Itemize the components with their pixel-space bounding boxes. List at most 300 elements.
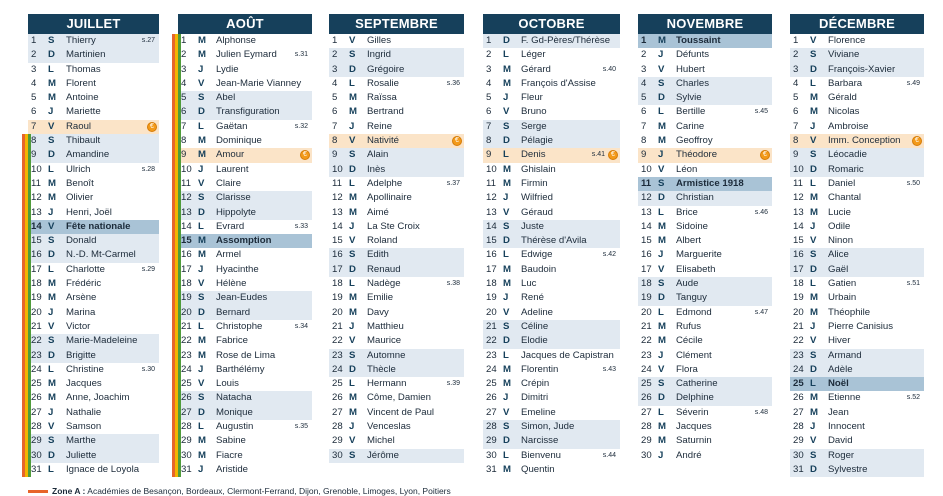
day-number: 27 <box>793 406 804 418</box>
saint-name: David <box>828 435 853 447</box>
day-row <box>790 191 924 205</box>
weekday-letter: L <box>349 177 355 189</box>
saint-name: Raïssa <box>367 92 397 104</box>
saint-name: Davy <box>367 306 389 318</box>
day-number: 5 <box>486 92 492 104</box>
day-row <box>790 77 924 91</box>
weekday-letter: J <box>503 292 509 304</box>
saint-name: Michel <box>367 435 395 447</box>
saint-name: Marie-Madeleine <box>66 335 138 347</box>
saint-name: Monique <box>216 406 253 418</box>
day-number: 13 <box>332 206 343 218</box>
weekday-letter: S <box>503 220 510 232</box>
day-row <box>28 263 159 277</box>
day-row <box>790 363 924 377</box>
weekday-letter: M <box>48 77 56 89</box>
week-number: s.27 <box>141 37 155 44</box>
day-number: 10 <box>486 163 497 175</box>
day-row <box>28 334 159 348</box>
day-row <box>483 277 620 291</box>
day-row <box>483 449 620 463</box>
day-number: 24 <box>641 363 652 375</box>
day-row <box>28 134 159 148</box>
weekday-letter: L <box>48 263 54 275</box>
day-number: 2 <box>181 49 187 61</box>
saint-name: Juste <box>521 220 544 232</box>
day-number: 23 <box>181 349 192 361</box>
day-row <box>28 248 159 262</box>
weekday-letter: S <box>810 49 817 61</box>
weekday-letter: J <box>48 106 54 118</box>
day-row <box>178 349 312 363</box>
day-row <box>178 191 312 205</box>
day-row <box>329 277 464 291</box>
week-number: s.34 <box>294 322 308 330</box>
day-row <box>638 420 772 434</box>
day-row <box>178 306 312 320</box>
saint-name: Séverin <box>676 406 709 418</box>
weekday-letter: J <box>503 92 509 104</box>
day-number: 2 <box>793 49 799 61</box>
weekday-letter: M <box>349 292 357 304</box>
weekday-letter: D <box>48 49 55 61</box>
weekday-letter: V <box>503 306 510 318</box>
day-number: 23 <box>641 349 652 361</box>
zone-a-text: Académies de Besançon, Bordeaux, Clermont-Ferrand, Dijon, Grenoble, Limoges, Lyon, Poitiers <box>87 486 451 496</box>
day-row <box>483 234 620 248</box>
day-row <box>178 420 312 434</box>
weekday-letter: D <box>503 35 510 46</box>
saint-name: Brice <box>676 206 698 218</box>
day-row <box>483 48 620 62</box>
day-number: 18 <box>181 278 192 290</box>
day-row <box>329 134 464 148</box>
saint-name: Jean-Eudes <box>216 292 268 304</box>
weekday-letter: V <box>349 435 356 447</box>
day-row <box>483 363 620 377</box>
day-row <box>790 291 924 305</box>
month-3 <box>483 14 620 477</box>
day-row <box>483 206 620 220</box>
weekday-letter: L <box>503 449 509 461</box>
day-number: 12 <box>332 192 343 204</box>
weekday-letter: J <box>198 363 204 375</box>
weekday-letter: V <box>810 135 817 147</box>
weekday-letter: J <box>810 220 816 232</box>
day-number: 6 <box>31 106 37 118</box>
day-row <box>28 34 159 48</box>
weekday-letter: D <box>658 92 665 104</box>
saint-name: Florent <box>66 77 96 89</box>
weekday-letter: M <box>658 220 666 232</box>
day-row <box>28 91 159 105</box>
day-number: 5 <box>332 92 338 104</box>
weekday-letter: M <box>503 163 511 175</box>
saint-name: Viviane <box>828 49 860 61</box>
saint-name: Adèle <box>828 363 853 375</box>
saint-name: Clément <box>676 349 712 361</box>
day-number: 6 <box>486 106 492 118</box>
day-number: 26 <box>332 392 343 404</box>
day-row <box>638 291 772 305</box>
weekday-letter: S <box>349 149 356 161</box>
weekday-letter: J <box>48 306 54 318</box>
saint-name: Maurice <box>367 335 402 347</box>
saint-name: Renaud <box>367 263 401 275</box>
saint-name: Inès <box>367 163 386 175</box>
day-number: 2 <box>486 49 492 61</box>
day-number: 29 <box>793 435 804 447</box>
day-row <box>28 77 159 91</box>
saint-name: Laurent <box>216 163 249 175</box>
day-row <box>28 420 159 434</box>
weekday-letter: S <box>349 349 356 361</box>
day-number: 1 <box>181 35 187 46</box>
weekday-letter: M <box>658 435 666 447</box>
day-number: 30 <box>31 449 42 461</box>
day-number: 25 <box>486 378 497 390</box>
saint-name: Armel <box>216 249 242 261</box>
day-number: 13 <box>486 206 497 218</box>
day-row <box>638 91 772 105</box>
saint-name: Edmond <box>676 306 712 318</box>
weekday-letter: M <box>810 206 818 218</box>
saint-name: Quentin <box>521 463 555 475</box>
day-row <box>790 334 924 348</box>
day-number: 4 <box>181 77 187 89</box>
day-number: 23 <box>793 349 804 361</box>
saint-name: Assomption <box>216 235 272 247</box>
day-number: 25 <box>332 378 343 390</box>
day-row <box>638 120 772 134</box>
saint-name: Hubert <box>676 63 705 75</box>
month-header: OCTOBRE <box>483 14 620 34</box>
day-row <box>483 420 620 434</box>
day-number: 30 <box>486 449 497 461</box>
weekday-letter: D <box>349 363 356 375</box>
saint-name: Gilles <box>367 35 391 46</box>
saint-name: Théodore <box>676 149 718 161</box>
day-number: 31 <box>793 463 804 475</box>
day-row <box>638 377 772 391</box>
saint-name: Hélène <box>216 278 247 290</box>
day-number: 21 <box>641 320 652 332</box>
saint-name: Catherine <box>676 378 718 390</box>
saint-name: François-Xavier <box>828 63 896 75</box>
day-number: 15 <box>31 235 42 247</box>
saint-name: Brigitte <box>66 349 96 361</box>
saint-name: Carine <box>676 120 705 132</box>
day-number: 20 <box>641 306 652 318</box>
weekday-letter: L <box>658 206 664 218</box>
day-row <box>638 434 772 448</box>
weekday-letter: L <box>658 406 664 418</box>
saint-name: Aimé <box>367 206 389 218</box>
saint-name: Thierry <box>66 35 96 46</box>
day-number: 7 <box>641 120 647 132</box>
day-number: 16 <box>31 249 42 261</box>
day-row <box>178 334 312 348</box>
weekday-letter: S <box>198 292 205 304</box>
saint-name: Apollinaire <box>367 192 412 204</box>
weekday-letter: D <box>503 235 510 247</box>
day-row <box>28 349 159 363</box>
day-row <box>790 163 924 177</box>
weekday-letter: J <box>48 206 54 218</box>
weekday-letter: S <box>503 120 510 132</box>
day-number: 14 <box>332 220 343 232</box>
weekday-letter: M <box>658 335 666 347</box>
day-row <box>638 449 772 463</box>
weekday-letter: S <box>658 177 665 189</box>
saint-name: La Ste Croix <box>367 220 420 232</box>
weekday-letter: J <box>503 192 509 204</box>
saint-name: Hyacinthe <box>216 263 259 275</box>
day-row <box>178 163 312 177</box>
saint-name: Fleur <box>521 92 543 104</box>
saint-name: Nicolas <box>828 106 860 118</box>
day-row <box>329 306 464 320</box>
day-row <box>638 105 772 119</box>
day-number: 27 <box>332 406 343 418</box>
day-row <box>28 206 159 220</box>
day-number: 12 <box>793 192 804 204</box>
weekday-letter: V <box>198 177 205 189</box>
day-number: 9 <box>181 149 187 161</box>
day-row <box>790 234 924 248</box>
weekday-letter: V <box>349 35 356 46</box>
saint-name: Emeline <box>521 406 556 418</box>
day-number: 13 <box>31 206 42 218</box>
day-row <box>638 220 772 234</box>
weekday-letter: S <box>503 421 510 433</box>
day-row <box>28 48 159 62</box>
day-number: 30 <box>641 449 652 461</box>
weekday-letter: M <box>349 306 357 318</box>
saint-name: Roland <box>367 235 398 247</box>
day-number: 22 <box>486 335 497 347</box>
saint-name: Raoul <box>66 120 92 132</box>
day-number: 16 <box>181 249 192 261</box>
day-number: 20 <box>793 306 804 318</box>
day-number: 26 <box>793 392 804 404</box>
day-row <box>178 120 312 134</box>
weekday-letter: D <box>48 149 55 161</box>
day-row <box>483 377 620 391</box>
day-row <box>483 91 620 105</box>
day-row <box>790 434 924 448</box>
weekday-letter: D <box>810 263 817 275</box>
saint-name: Denis <box>521 149 546 161</box>
saint-name: Frédéric <box>66 278 102 290</box>
day-number: 2 <box>332 49 338 61</box>
weekday-letter: J <box>658 349 664 361</box>
day-row <box>638 406 772 420</box>
saint-name: Chantal <box>828 192 862 204</box>
day-row <box>28 377 159 391</box>
weekday-letter: J <box>48 406 54 418</box>
weekday-letter: L <box>198 421 204 433</box>
saint-name: Julien Eymard <box>216 49 277 61</box>
weekday-letter: M <box>349 406 357 418</box>
day-row <box>28 277 159 291</box>
weekday-letter: D <box>198 206 205 218</box>
day-row <box>329 377 464 391</box>
weekday-letter: M <box>198 335 206 347</box>
day-number: 24 <box>486 363 497 375</box>
day-number: 4 <box>31 77 37 89</box>
weekday-letter: D <box>658 392 665 404</box>
day-row <box>638 391 772 405</box>
week-number: s.50 <box>906 179 920 187</box>
day-number: 15 <box>486 235 497 247</box>
saint-name: Delphine <box>676 392 714 404</box>
day-row <box>28 434 159 448</box>
day-row <box>790 63 924 77</box>
day-number: 31 <box>486 463 497 475</box>
saint-name: Louis <box>216 378 239 390</box>
day-number: 14 <box>181 220 192 232</box>
day-number: 14 <box>641 220 652 232</box>
day-row <box>638 234 772 248</box>
weekday-letter: L <box>503 349 509 361</box>
saint-name: Baudoin <box>521 263 557 275</box>
day-row <box>329 406 464 420</box>
week-number: s.43 <box>602 365 616 373</box>
day-number: 28 <box>641 421 652 433</box>
day-row <box>790 420 924 434</box>
weekday-letter: L <box>810 378 816 390</box>
weekday-letter: M <box>503 363 511 375</box>
day-row <box>329 320 464 334</box>
day-number: 2 <box>31 49 37 61</box>
week-number: s.35 <box>294 423 308 431</box>
day-number: 4 <box>486 77 492 89</box>
day-number: 11 <box>332 177 342 189</box>
day-number: 27 <box>486 406 497 418</box>
day-number: 23 <box>31 349 42 361</box>
weekday-letter: V <box>48 220 55 232</box>
week-number: s.45 <box>754 108 768 116</box>
day-row <box>28 177 159 191</box>
weekday-letter: M <box>810 92 818 104</box>
day-row <box>178 177 312 191</box>
saint-name: Augustin <box>216 421 254 433</box>
saint-name: Thècle <box>367 363 396 375</box>
weekday-letter: S <box>48 235 55 247</box>
saint-name: Edwige <box>521 249 553 261</box>
weekday-letter: L <box>198 120 204 132</box>
day-number: 25 <box>181 378 192 390</box>
day-row <box>178 406 312 420</box>
weekday-letter: J <box>810 320 816 332</box>
weekday-letter: M <box>658 120 666 132</box>
weekday-letter: V <box>503 206 510 218</box>
day-row <box>178 34 312 48</box>
day-row <box>28 220 159 234</box>
weekday-letter: L <box>198 220 204 232</box>
weekday-letter: L <box>48 363 54 375</box>
saint-name: Nadège <box>367 278 401 290</box>
day-number: 19 <box>332 292 343 304</box>
school-holiday-stripe <box>178 34 181 477</box>
day-row <box>638 163 772 177</box>
day-number: 7 <box>31 120 37 132</box>
month-4 <box>638 14 772 463</box>
day-row <box>178 434 312 448</box>
weekday-letter: V <box>349 135 356 147</box>
bridge-coin-icon: € <box>147 122 157 132</box>
day-row <box>329 391 464 405</box>
weekday-letter: S <box>810 249 817 261</box>
saint-name: Pélagie <box>521 135 554 147</box>
weekday-letter: D <box>658 192 665 204</box>
day-number: 29 <box>641 435 652 447</box>
week-number: s.32 <box>294 122 308 130</box>
weekday-letter: J <box>658 149 664 161</box>
weekday-letter: V <box>503 406 510 418</box>
day-number: 11 <box>793 177 803 189</box>
day-row <box>790 349 924 363</box>
saint-name: Innocent <box>828 421 865 433</box>
saint-name: Alphonse <box>216 35 257 46</box>
day-number: 17 <box>31 263 42 275</box>
day-row <box>329 191 464 205</box>
day-row <box>178 377 312 391</box>
day-number: 13 <box>181 206 192 218</box>
day-row <box>790 105 924 119</box>
day-number: 21 <box>332 320 343 332</box>
saint-name: Rufus <box>676 320 702 332</box>
day-number: 22 <box>793 335 804 347</box>
week-number: s.40 <box>602 65 616 73</box>
day-row <box>790 220 924 234</box>
saint-name: Barthélémy <box>216 363 265 375</box>
day-row <box>483 306 620 320</box>
day-row <box>28 148 159 162</box>
day-row <box>178 105 312 119</box>
weekday-letter: M <box>198 235 206 247</box>
day-row <box>790 120 924 134</box>
day-number: 23 <box>486 349 497 361</box>
saint-name: Rose de Lima <box>216 349 276 361</box>
weekday-letter: L <box>349 378 355 390</box>
saint-name: André <box>676 449 702 461</box>
saint-name: Sylvestre <box>828 463 868 475</box>
day-number: 12 <box>181 192 192 204</box>
saint-name: Léocadie <box>828 149 867 161</box>
saint-name: Tanguy <box>676 292 707 304</box>
weekday-letter: M <box>198 135 206 147</box>
saint-name: Firmin <box>521 177 548 189</box>
day-row <box>329 234 464 248</box>
weekday-letter: M <box>503 177 511 189</box>
day-number: 5 <box>181 92 187 104</box>
weekday-letter: M <box>198 349 206 361</box>
day-row <box>638 206 772 220</box>
day-number: 8 <box>181 135 187 147</box>
weekday-letter: V <box>349 235 356 247</box>
day-row <box>638 320 772 334</box>
day-number: 16 <box>332 249 343 261</box>
day-number: 17 <box>181 263 192 275</box>
weekday-letter: V <box>48 320 55 332</box>
day-row <box>790 406 924 420</box>
month-header: AOÛT <box>178 14 312 34</box>
day-row <box>638 263 772 277</box>
weekday-letter: D <box>48 449 55 461</box>
day-number: 25 <box>31 378 42 390</box>
